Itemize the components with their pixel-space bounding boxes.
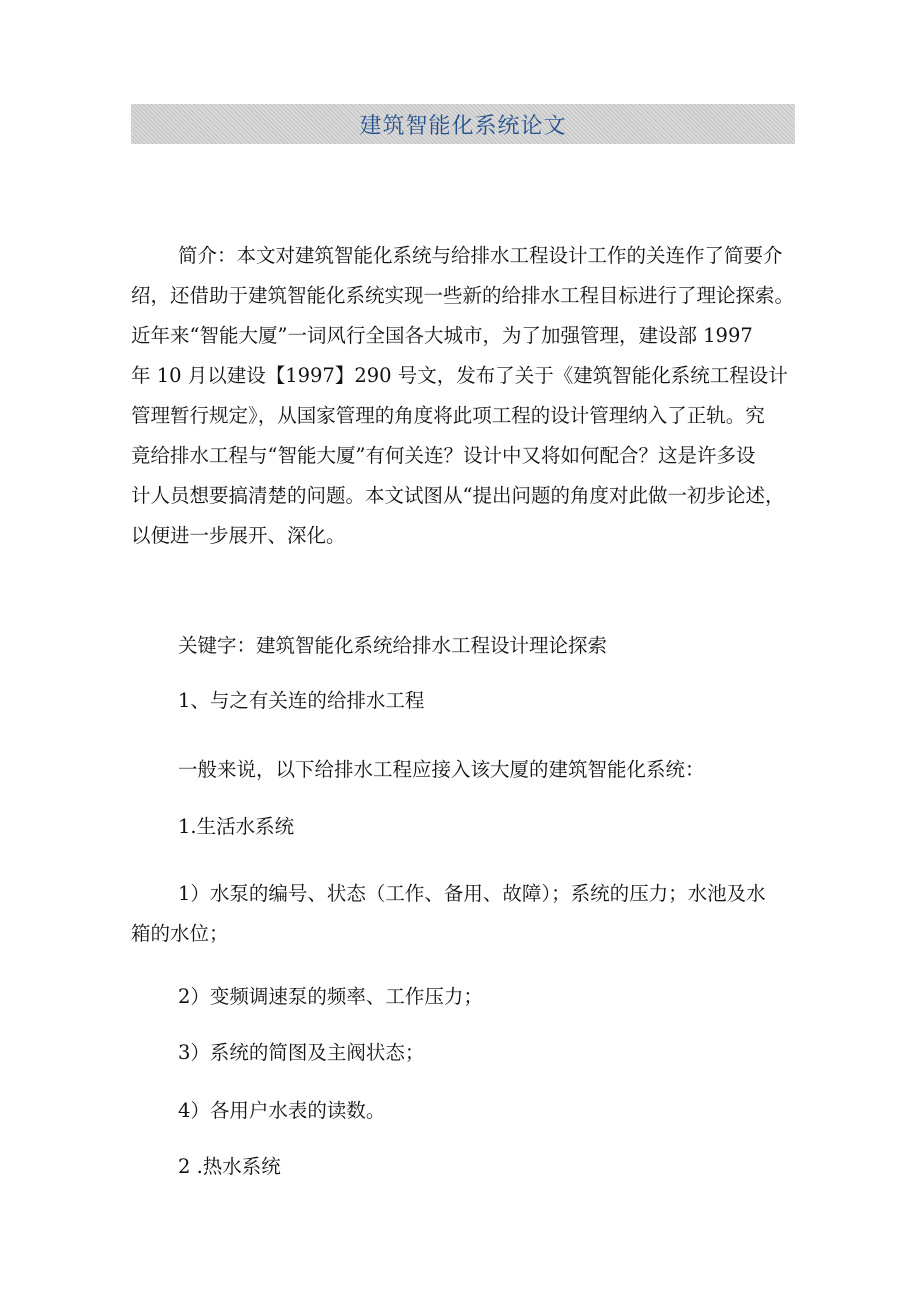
keywords-text: 关键字：建筑智能化系统给排水工程设计理论探索: [178, 634, 608, 657]
item2-text: 2）变频调速泵的频率、工作压力；: [178, 985, 483, 1008]
title-banner: [131, 104, 795, 144]
item1-line: 箱的水位；: [131, 922, 229, 945]
intro-line: 管理暂行规定》，从国家管理的角度将此项工程的设计管理纳入了正轨。究: [131, 404, 765, 427]
document-title: 建筑智能化系统论文: [359, 113, 567, 139]
intro-line: 以便进一步展开、深化。: [131, 524, 346, 547]
general-statement: 一般来说，以下给排水工程应接入该大厦的建筑智能化系统：: [178, 758, 705, 781]
intro-paragraph: [131, 236, 795, 556]
subsection-heading: [131, 1147, 795, 1187]
general-statement-paragraph: [131, 750, 795, 790]
section-heading: [131, 681, 795, 721]
section1-heading: 1、与之有关连的给排水工程: [178, 689, 425, 712]
intro-line: 年 10 月以建设【1997】290 号文，发布了关于《建筑智能化系统工程设计: [131, 364, 788, 387]
subsection-heading: [131, 807, 795, 847]
intro-line: 简介：本文对建筑智能化系统与给排水工程设计工作的关连作了简要介: [178, 244, 783, 267]
item3-text: 3）系统的简图及主阀状态；: [178, 1041, 425, 1064]
item4-paragraph: [131, 1091, 795, 1131]
intro-line: 近年来“智能大厦”一词风行全国各大城市，为了加强管理，建设部 1997: [131, 324, 753, 347]
subsection2-heading: 2 .热水系统: [178, 1155, 281, 1178]
item1-line: 1）水泵的编号、状态（工作、备用、故障）；系统的压力；水池及水: [178, 882, 766, 905]
intro-line: 竟给排水工程与“智能大厦”有何关连？设计中又将如何配合？这是许多设: [131, 444, 756, 467]
intro-line: 计人员想要搞清楚的问题。本文试图从“提出问题的角度对此做一初步论述，: [131, 484, 785, 507]
keywords-paragraph: [131, 626, 795, 666]
item2-paragraph: [131, 977, 795, 1017]
item4-text: 4）各用户水表的读数。: [178, 1099, 386, 1122]
subsection1-heading: 1.生活水系统: [178, 815, 295, 838]
intro-line: 绍，还借助于建筑智能化系统实现一些新的给排水工程目标进行了理论探索。: [131, 284, 795, 307]
item3-paragraph: [131, 1033, 795, 1073]
item1-paragraph: [131, 874, 795, 954]
